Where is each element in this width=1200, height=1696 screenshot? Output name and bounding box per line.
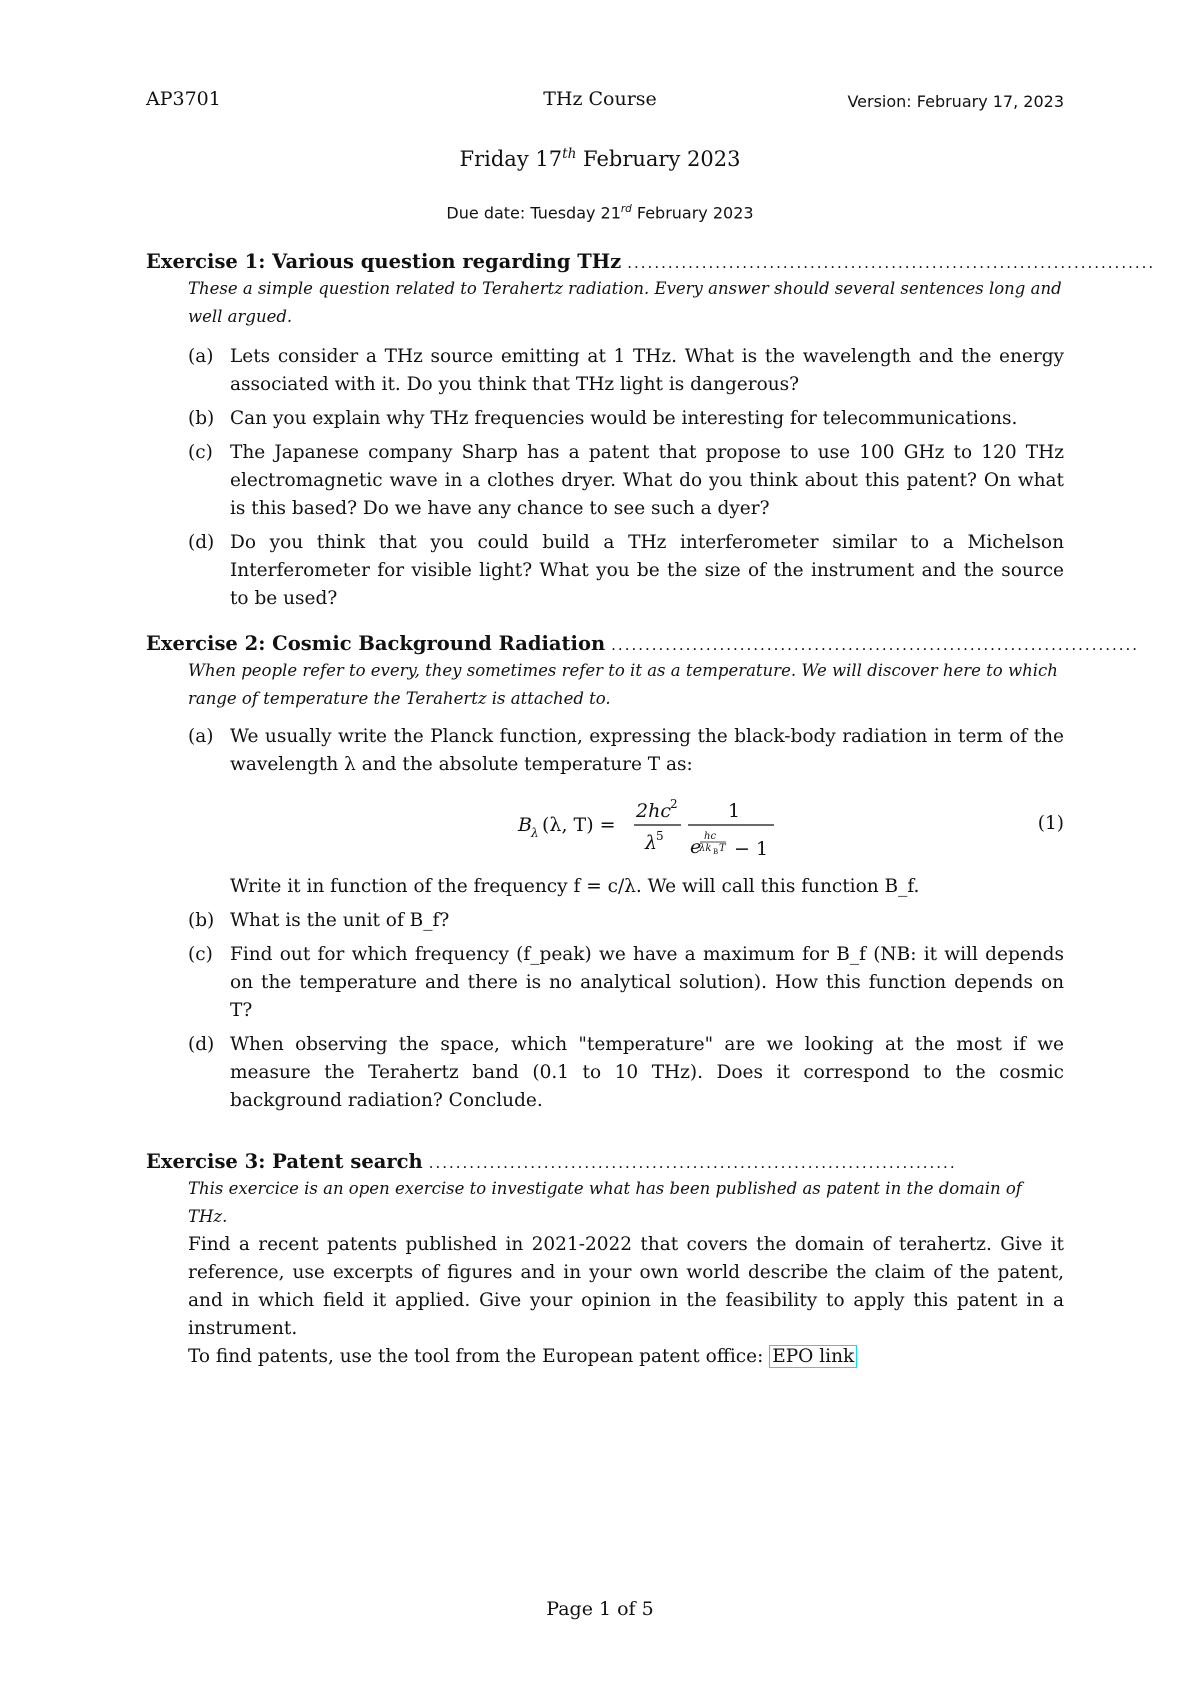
due-date: Due date: Tuesday 21rd February 2023	[446, 203, 754, 223]
version-date: Version: February 17, 2023	[847, 92, 1064, 111]
svg-text:B: B	[518, 814, 532, 836]
question-followup: Write it in function of the frequency f = c/λ. We will call this function B_f.	[230, 876, 920, 897]
exercise-body: Find a recent patents published in 2021-2022 that covers the domain of terahertz. Give it reference, use excerpts of figures and in your own world describe the claim of the patent, and in which field it applied. Give your opinion in the feasibility to apply this patent in a instrument.	[188, 1234, 1064, 1339]
exercise-intro: This exercice is an open exercise to investigate what has been published as patent in the domain of THz.	[188, 1179, 1022, 1226]
page-title: Friday 17th February 2023	[459, 146, 741, 171]
exercise-1	[146, 250, 1156, 613]
exercise-3	[146, 1150, 1064, 1371]
svg-text:2hc: 2hc	[636, 800, 671, 822]
exercise-intro: When people refer to every, they sometimes refer to it as a temperature. We will discover here to which range of temperature the Terahertz is attached to.	[188, 661, 1058, 708]
course-code: AP3701	[146, 88, 221, 110]
question: (c) Find out for which frequency (f_peak) we have a maximum for B_f (NB: it will depends on the temperature and there is no analytical solution). How this function depends on T?	[188, 944, 1064, 1021]
svg-text:hc: hc	[704, 831, 717, 842]
question: (c) The Japanese company Sharp has a patent that propose to use 100 GHz to 120 THz electromagnetic wave in a clothes dryer. What do you think about this patent? On what is this based? Do we have any chance to see such a dyer?	[188, 442, 1064, 519]
svg-text:e: e	[690, 836, 702, 858]
svg-text:− 1: − 1	[734, 838, 769, 860]
exercise-title: Exercise 3: Patent search ..............................................................................	[146, 1150, 957, 1173]
question: (d) Do you think that you could build a THz interferometer similar to a Michelson Interferometer for visible light? What you be the size of the instrument and the source to be used?	[188, 532, 1064, 609]
svg-text:(λ, T) =: (λ, T) =	[542, 814, 616, 836]
planck-equation	[146, 789, 1064, 869]
svg-text:T: T	[719, 843, 726, 854]
exercise-title: Exercise 2: Cosmic Background Radiation ..............................................................................	[146, 632, 1140, 655]
question: (b) What is the unit of B_f?	[188, 910, 450, 931]
equation-number: (1)	[1037, 813, 1064, 834]
svg-text:5: 5	[656, 829, 664, 843]
svg-text:B: B	[713, 848, 719, 856]
question: (a) We usually write the Planck function, expressing the black-body radiation in term of the wavelength λ and the absolute temperature T as:	[188, 726, 1064, 775]
course-name: THz Course	[543, 88, 657, 110]
page-number: Page 1 of 5	[546, 1598, 654, 1620]
svg-text:λ: λ	[645, 832, 658, 854]
exercise-intro: These a simple question related to Terahertz radiation. Every answer should several sentences long and well argued.	[188, 279, 1062, 326]
svg-text:λk: λk	[699, 843, 712, 854]
svg-text:1: 1	[728, 800, 741, 822]
epo-link[interactable]: EPO link	[769, 1345, 857, 1368]
svg-text:2: 2	[670, 797, 678, 811]
exercise-2	[146, 632, 1140, 1115]
svg-text:λ: λ	[531, 826, 539, 840]
equation-svg	[518, 789, 878, 869]
question: (d) When observing the space, which "temperature" are we looking at the most if we measure the Terahertz band (0.1 to 10 THz). Does it correspond to the cosmic background radiation? Conclude.	[188, 1034, 1064, 1111]
question: (a) Lets consider a THz source emitting at 1 THz. What is the wavelength and the energy associated with it. Do you think that THz light is dangerous?	[188, 346, 1064, 395]
question: (b) Can you explain why THz frequencies would be interesting for telecommunications.	[188, 408, 1018, 429]
exercise-title: Exercise 1: Various question regarding THz ..............................................................................	[146, 250, 1156, 273]
exercise-link-line: To find patents, use the tool from the European patent office: EPO link	[188, 1343, 1064, 1371]
